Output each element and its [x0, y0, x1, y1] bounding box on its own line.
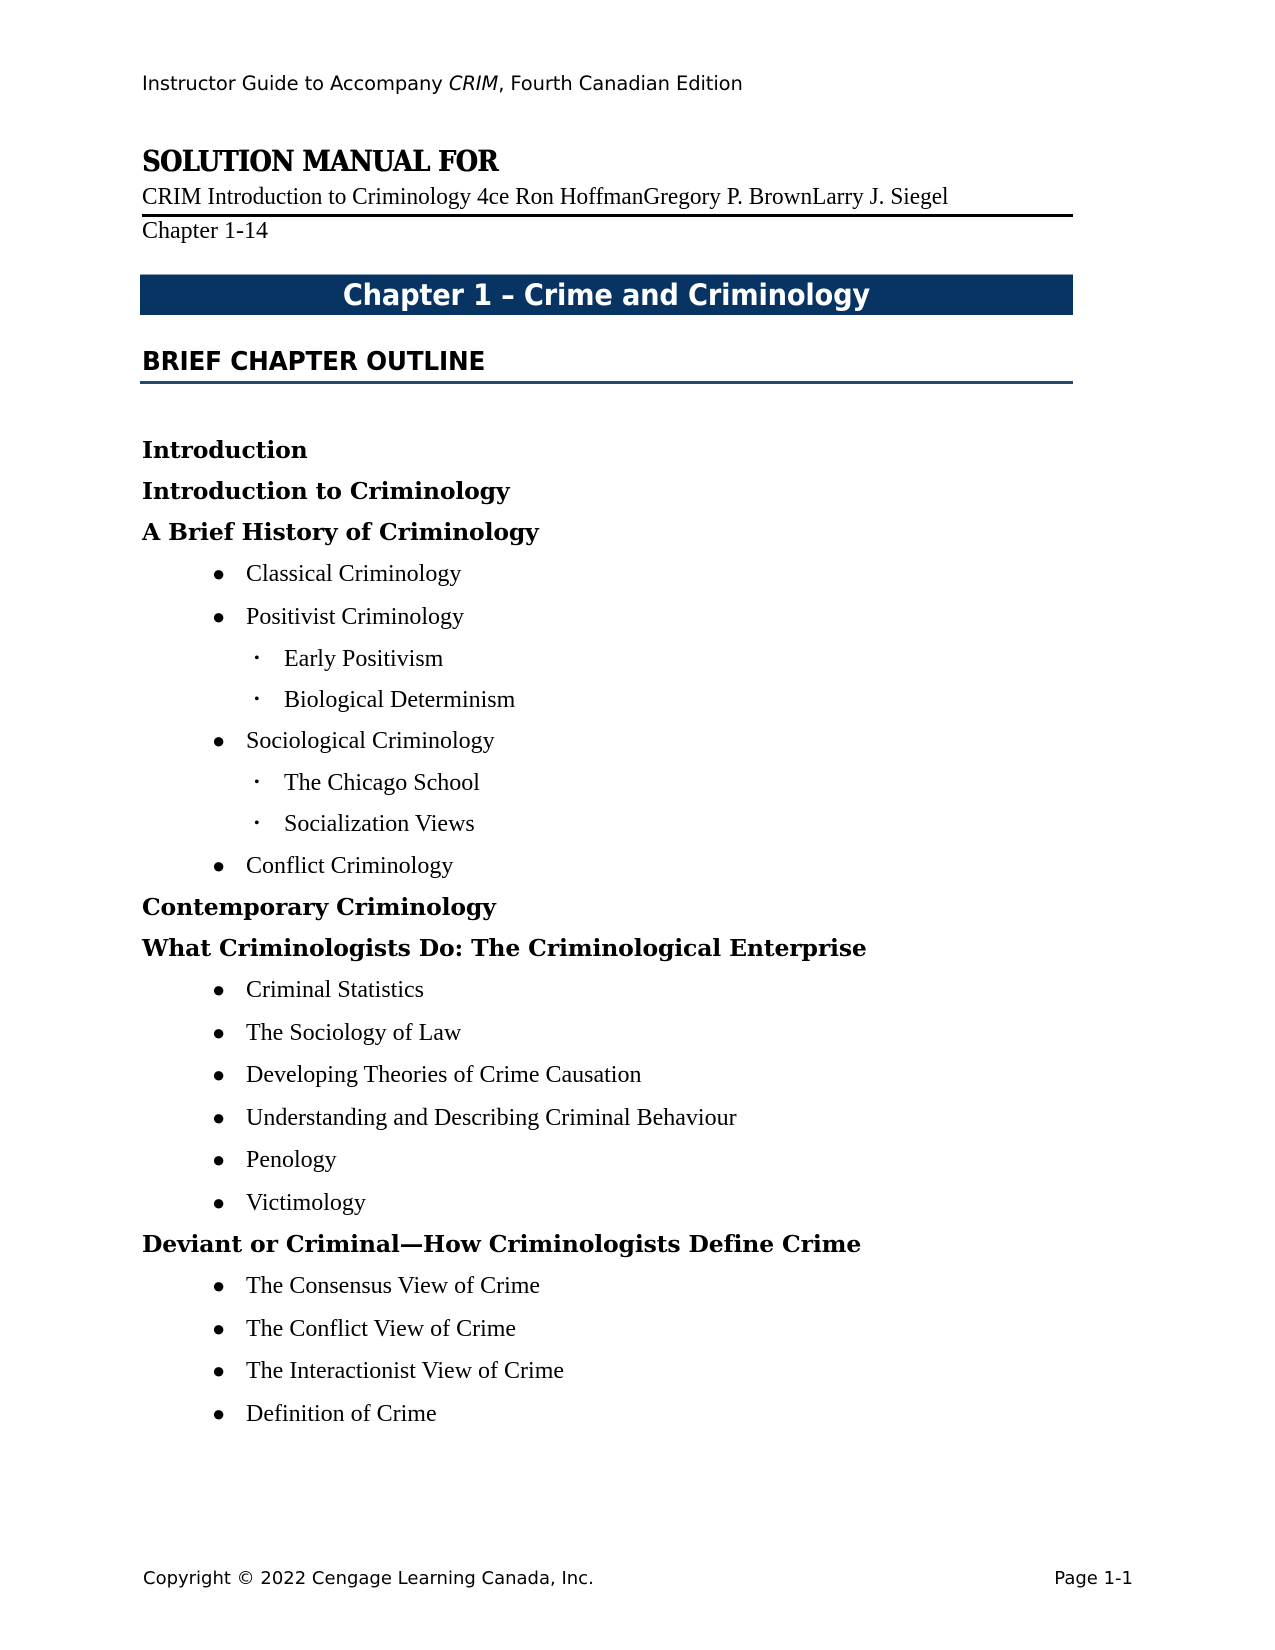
outline-bullet-label: The Consensus View of Crime	[246, 1273, 541, 1300]
outline-bullet-label: Criminal Statistics	[246, 977, 424, 1004]
outline-bullet-label: Positivist Criminology	[246, 603, 465, 630]
outline-heading	[142, 1224, 1092, 1265]
solution-manual-title: SOLUTION MANUAL FOR	[142, 144, 498, 178]
running-head-prefix: Instructor Guide to Accompany	[142, 72, 449, 95]
outline-bullet-item	[142, 1350, 1092, 1393]
chapter-outline-list	[142, 430, 1092, 1435]
outline-bullet-item	[142, 1139, 1092, 1182]
outline-bullet-label: The Conflict View of Crime	[246, 1315, 517, 1342]
bullet-icon: ●	[212, 1358, 226, 1384]
outline-subbullet-label: Biological Determinism	[284, 686, 516, 713]
outline-heading-label: Deviant or Criminal—How Criminologists Define Crime	[142, 1229, 862, 1258]
outline-subbullet-item	[142, 638, 1092, 679]
outline-bullet-label: Definition of Crime	[246, 1400, 437, 1427]
outline-bullet-label: Classical Criminology	[246, 561, 462, 588]
bullet-icon: ●	[212, 852, 226, 878]
running-head-suffix: , Fourth Canadian Edition	[498, 72, 743, 95]
outline-bullet-item	[142, 596, 1092, 639]
outline-heading	[142, 887, 1092, 928]
sub-bullet-icon: •	[254, 690, 260, 708]
outline-bullet-item	[142, 1054, 1092, 1097]
bullet-icon: ●	[212, 1062, 226, 1088]
sub-bullet-icon: •	[254, 815, 260, 832]
bullet-icon: ●	[212, 1104, 226, 1130]
solution-manual-subtitle: CRIM Introduction to Criminology 4ce Ron HoffmanGregory P. BrownLarry J. Siegel	[142, 184, 949, 210]
outline-bullet-item	[142, 1182, 1092, 1225]
outline-heading	[142, 928, 1092, 969]
footer-copyright: Copyright © 2022 Cengage Learning Canada, Inc.	[143, 1568, 594, 1589]
outline-bullet-item	[142, 1012, 1092, 1055]
horizontal-rule-black	[142, 214, 1073, 217]
bullet-icon: ●	[212, 977, 226, 1003]
outline-bullet-item	[142, 720, 1092, 763]
outline-heading	[142, 430, 1092, 471]
footer-page-number: Page 1-1	[1054, 1568, 1133, 1589]
chapter-banner-title: Chapter 1 – Crime and Criminology	[342, 278, 871, 312]
outline-subbullet-item	[142, 679, 1092, 720]
outline-bullet-item	[142, 1308, 1092, 1351]
outline-heading-label: What Criminologists Do: The Criminological Enterprise	[142, 933, 867, 962]
outline-bullet-item	[142, 969, 1092, 1012]
bullet-icon: ●	[212, 1147, 226, 1173]
sub-bullet-icon: •	[254, 649, 260, 667]
running-head-title-italic: CRIM	[448, 72, 499, 95]
bullet-icon: ●	[212, 1400, 226, 1426]
chapter-banner	[140, 274, 1073, 315]
outline-bullet-item	[142, 1393, 1092, 1436]
outline-heading	[142, 512, 1092, 553]
bullet-icon: ●	[212, 1273, 226, 1299]
outline-subbullet-label: Socialization Views	[284, 811, 475, 837]
chapter-range-label: Chapter 1-14	[142, 218, 268, 244]
bullet-icon: ●	[212, 1315, 226, 1341]
outline-heading-label: Contemporary Criminology	[142, 892, 496, 921]
outline-subbullet-label: The Chicago School	[284, 770, 480, 796]
outline-subbullet-item	[142, 804, 1092, 845]
bullet-icon: ●	[212, 561, 226, 587]
outline-bullet-item	[142, 845, 1092, 888]
outline-subbullet-label: Early Positivism	[284, 645, 444, 672]
outline-bullet-label: The Interactionist View of Crime	[246, 1358, 565, 1385]
bullet-icon: ●	[212, 728, 226, 754]
bullet-icon: ●	[212, 603, 226, 629]
outline-bullet-label: Conflict Criminology	[246, 852, 454, 879]
outline-bullet-label: Understanding and Describing Criminal Behaviour	[246, 1104, 737, 1131]
bullet-icon: ●	[212, 1189, 226, 1215]
outline-heading-label: Introduction to Criminology	[142, 476, 510, 505]
page-title: BRIEF CHAPTER OUTLINE	[142, 347, 486, 377]
outline-bullet-item	[142, 1097, 1092, 1140]
outline-heading	[142, 471, 1092, 512]
outline-heading-label: Introduction	[142, 435, 308, 464]
outline-bullet-label: Sociological Criminology	[246, 728, 495, 755]
outline-bullet-label: Developing Theories of Crime Causation	[246, 1062, 642, 1089]
outline-bullet-label: Penology	[246, 1147, 337, 1174]
outline-bullet-item	[142, 553, 1092, 596]
sub-bullet-icon: •	[254, 774, 260, 791]
outline-heading-label: A Brief History of Criminology	[142, 517, 539, 546]
running-head	[142, 72, 743, 95]
outline-subbullet-item	[142, 763, 1092, 804]
outline-bullet-label: Victimology	[246, 1189, 366, 1216]
outline-bullet-item	[142, 1265, 1092, 1308]
outline-bullet-label: The Sociology of Law	[246, 1019, 462, 1046]
bullet-icon: ●	[212, 1019, 226, 1045]
horizontal-rule-navy	[140, 381, 1073, 384]
